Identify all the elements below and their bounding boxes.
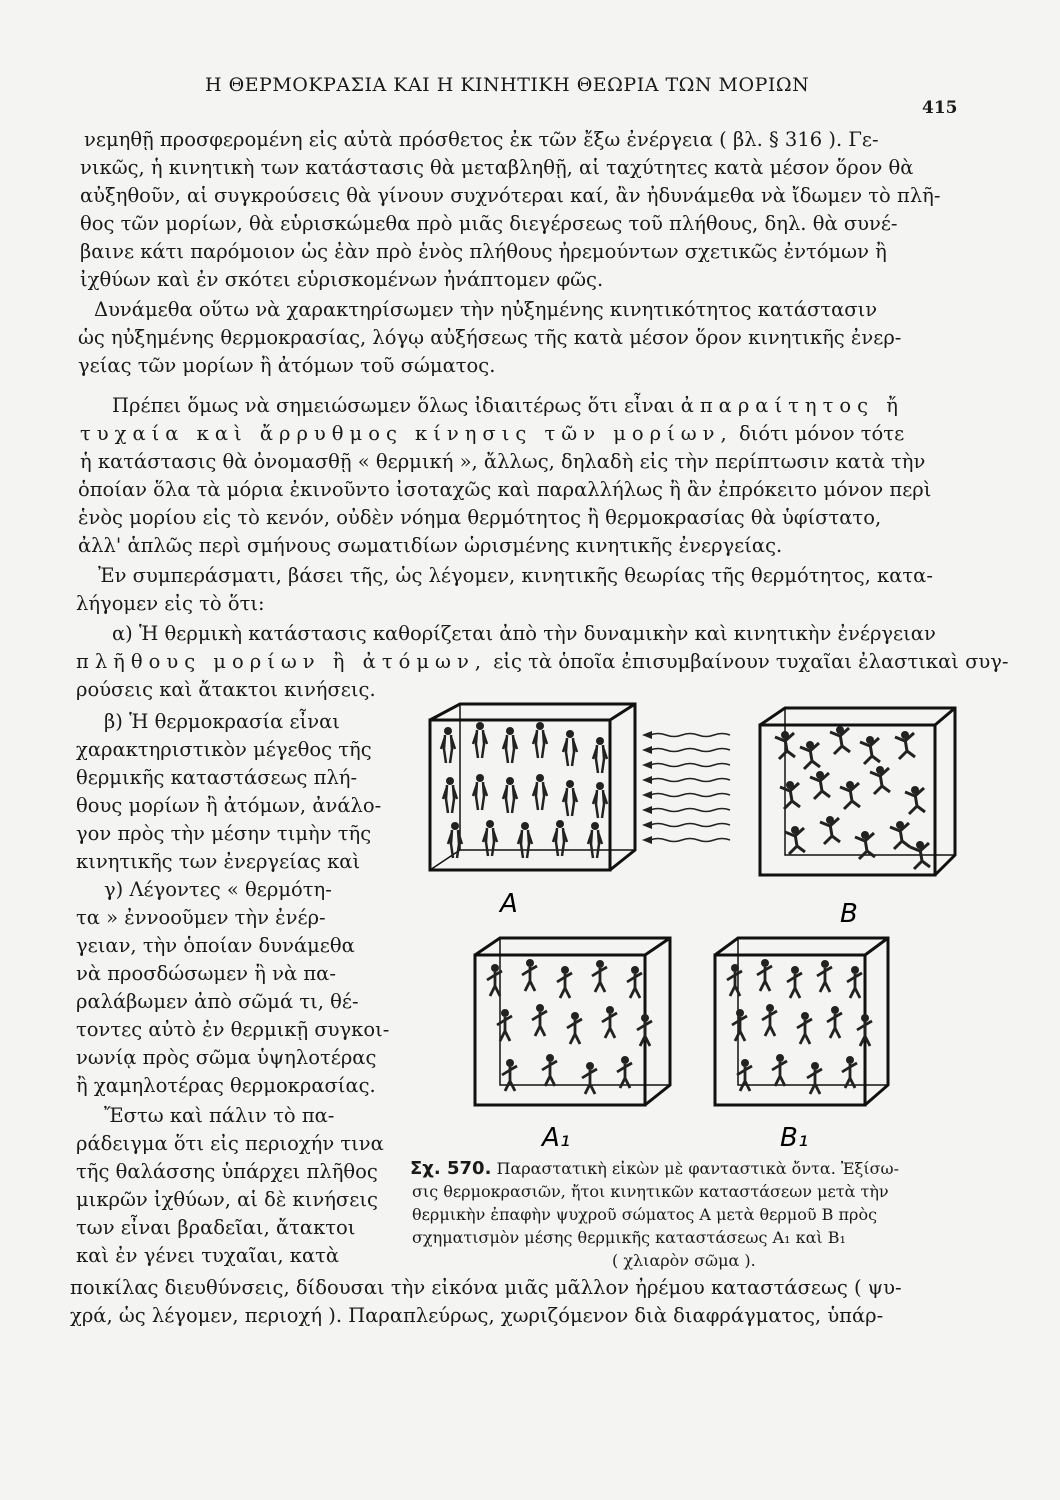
column-line: των εἶναι βραδεῖαι, ἄτακτοι [76, 1216, 356, 1239]
column-line: θους μορίων ἢ ἀτόμων, ἀνάλο- [76, 794, 382, 817]
column-line: Ἔστω καὶ πάλιν τὸ πα- [104, 1104, 335, 1127]
box-a [430, 704, 635, 870]
body-line: ἀλλ' ἁπλῶς περὶ σμήνους σωματιδίων ὡρισμένης κινητικῆς ἐνεργείας. [78, 534, 783, 557]
emphasis-text: τυχαία καὶ ἄρρυθμος κίνησις τῶν μορίων, [80, 422, 733, 445]
body-line: βαινε κάτι παρόμοιον ὡς ἐὰν πρὸ ἑνὸς πλήθους ἠρεμούντων σχετικῶς ἐντόμων ἢ [80, 240, 887, 263]
body-line: νεμηθῇ προσφερομένη εἰς αὐτὰ πρόσθετος ἐκ τῶν ἔξω ἐνέργεια ( βλ. § 316 ). Γε- [84, 128, 879, 151]
body-line: ὁποίαν ὅλα τὰ μόρια ἐκινοῦντο ἰσοταχῶς καὶ παραλλήλως ἢ ἂν ἐπρόκειτο μόνον περὶ [78, 478, 932, 501]
caption-number: Σχ. 570. [410, 1158, 492, 1179]
body-line: νικῶς, ἡ κινητικὴ των κατάστασις θὰ μεταβληθῇ, αἱ ταχύτητες κατὰ μέσον ὅρον θὰ [80, 156, 914, 179]
column-line: θερμικῆς καταστάσεως πλή- [76, 766, 358, 789]
body-line: ρούσεις καὶ ἄτακτοι κινήσεις. [76, 678, 376, 701]
body-line: Δυνάμεθα οὕτω νὰ χαρακτηρίσωμεν τὴν ηὐξημένης κινητικότητος κατάστασιν [94, 298, 878, 321]
column-line: νὰ προσδώσωμεν ἢ νὰ πα- [76, 962, 336, 985]
body-line: λήγομεν εἰς τὸ ὅτι: [76, 592, 265, 615]
column-line: ραλάβωμεν ἀπὸ σῶμά τι, θέ- [76, 990, 359, 1013]
body-line: ὡς ηὐξημένης θερμοκρασίας, λόγῳ αὐξήσεως τῆς κατὰ μέσον ὅρον κινητικῆς ἐνερ- [78, 326, 902, 349]
body-text: εἰς τὰ ὁποῖα ἐπισυμβαίνουν τυχαῖαι ἐλαστικαὶ συγ- [493, 650, 1009, 673]
body-line: ἰχθύων καὶ ἐν σκότει εὑρισκομένων ἠνάπτομεν φῶς. [80, 268, 604, 291]
body-line [80, 424, 904, 444]
body-line: ποικίλας διευθύνσεις, δίδουσαι τὴν εἰκόνα μιᾶς μᾶλλον ἠρέμου καταστάσεως ( ψυ- [70, 1276, 902, 1299]
caption-line: θερμικὴν ἐπαφὴν ψυχροῦ σώματος Α μετὰ θερμοῦ Β πρὸς [412, 1205, 878, 1224]
emphasis-text: πλῆθους μορίων ἢ ἀτόμων, [76, 650, 487, 673]
column-line: καὶ ἐν γένει τυχαῖαι, κατὰ [76, 1244, 340, 1267]
column-line: τοντες αὐτὸ ἐν θερμικῇ συγκοι- [76, 1018, 390, 1041]
body-line: ἑνὸς μορίου εἰς τὸ κενόν, οὐδὲν νόημα θερμότητος ἢ θερμοκρασίας θὰ ὑφίστατο, [78, 506, 882, 529]
body-line [112, 396, 904, 416]
column-line: χαρακτηριστικὸν μέγεθος τῆς [76, 738, 372, 761]
figure-570 [410, 700, 970, 1153]
page-number: 415 [922, 98, 958, 118]
body-line: α) Ἡ θερμικὴ κατάστασις καθορίζεται ἀπὸ τὴν δυναμικὴν καὶ κινητικὴν ἐνέργειαν [112, 622, 936, 645]
box-b1 [715, 938, 888, 1105]
body-text: Πρέπει ὅμως νὰ σημειώσωμεν ὅλως ἰδιαιτέρως ὅτι εἶναι [112, 394, 675, 417]
body-line [76, 652, 1009, 672]
body-line: γείας τῶν μορίων ἢ ἀτόμων τοῦ σώματος. [78, 354, 496, 377]
heat-arrows [650, 734, 730, 842]
body-line: Ἐν συμπεράσματι, βάσει τῆς, ὡς λέγομεν, κινητικῆς θεωρίας τῆς θερμότητος, κατα- [98, 564, 933, 587]
box-b [760, 708, 955, 875]
column-line: ἢ χαμηλοτέρας θερμοκρασίας. [76, 1074, 376, 1097]
emphasis-text: ἀπαραίτητος ἤ [680, 394, 904, 417]
label-a1: A₁ [542, 1123, 571, 1153]
label-b: B [840, 899, 858, 929]
label-b1: B₁ [780, 1123, 809, 1153]
column-line: γον πρὸς τὴν μέσην τιμὴν τῆς [76, 822, 372, 845]
body-text: διότι μόνον τότε [738, 422, 905, 445]
caption-text: Παραστατικὴ εἰκὼν μὲ φανταστικὰ ὄντα. Ἐξίσω- [496, 1159, 899, 1178]
caption-line: σχηματισμὸν μέσης θερμικῆς καταστάσεως Α₁ καὶ Β₁ [412, 1228, 846, 1247]
column-line: ράδειγμα ὅτι εἰς περιοχήν τινα [76, 1132, 384, 1155]
column-line: γ) Λέγοντες « θερμότη- [104, 878, 332, 901]
column-line: μικρῶν ἰχθύων, αἱ δὲ κινήσεις [76, 1188, 378, 1211]
column-line: τῆς θαλάσσης ὑπάρχει πλῆθος [76, 1160, 378, 1183]
column-line: β) Ἡ θερμοκρασία εἶναι [104, 710, 340, 733]
column-line: τα » ἐννοοῦμεν τὴν ἐνέρ- [76, 906, 326, 929]
body-line: χρά, ὡς λέγομεν, περιοχή ). Παραπλεύρως, χωριζόμενον διὰ διαφράγματος, ὑπάρ- [70, 1304, 884, 1327]
body-line: θος τῶν μορίων, θὰ εὑρισκώμεθα πρὸ μιᾶς διεγέρσεως τοῦ πλήθους, δηλ. θὰ συνέ- [80, 212, 898, 235]
label-a: A [500, 889, 518, 919]
column-line: κινητικῆς των ἐνεργείας καὶ [76, 850, 361, 873]
column-line: νωνίᾳ πρὸς σῶμα ὑψηλοτέρας [76, 1046, 377, 1069]
box-a1 [475, 938, 670, 1105]
figure-caption [410, 1160, 899, 1178]
running-header: Η ΘΕΡΜΟΚΡΑΣΙΑ ΚΑΙ Η ΚΙΝΗΤΙΚΗ ΘΕΩΡΙΑ ΤΩΝ ΜΟΡΙΩΝ [205, 74, 810, 96]
column-line: γειαν, τὴν ὁποίαν δυνάμεθα [76, 934, 355, 957]
body-line: αὐξηθοῦν, αἱ συγκρούσεις θὰ γίνουν συχνότεραι καί, ἂν ἠδυνάμεθα νὰ ἴδωμεν τὸ πλῆ- [80, 184, 941, 207]
body-line: ἡ κατάστασις θὰ ὀνομασθῇ « θερμική », ἄλλως, δηλαδὴ εἰς τὴν περίπτωσιν κατὰ τὴν [80, 450, 926, 473]
caption-line: σις θερμοκρασιῶν, ἤτοι κινητικῶν καταστάσεων μετὰ τὴν [412, 1182, 889, 1201]
caption-line: ( χλιαρὸν σῶμα ). [612, 1251, 756, 1270]
